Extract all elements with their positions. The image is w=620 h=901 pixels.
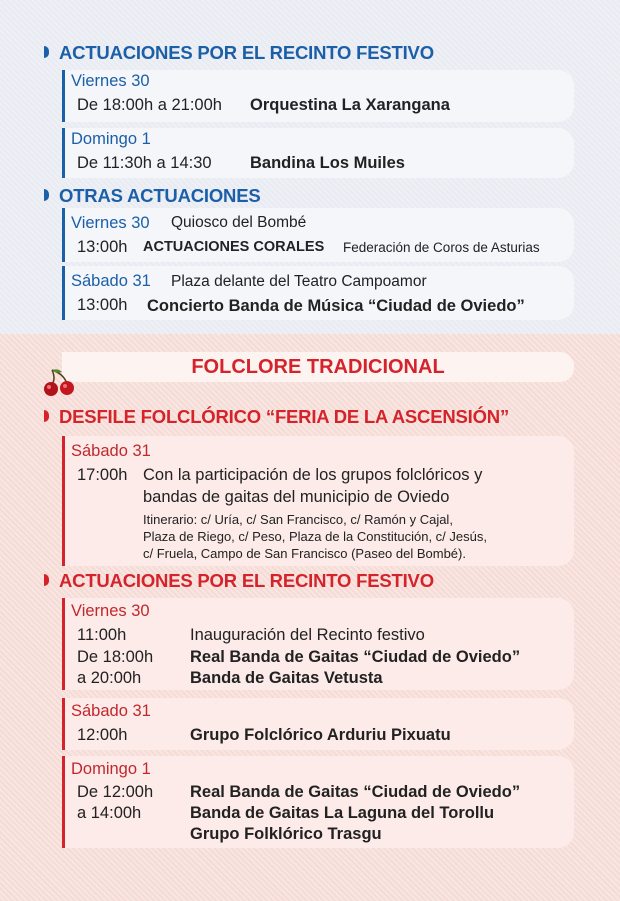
section-heading-recinto-festivo-2: ACTUACIONES POR EL RECINTO FESTIVO	[44, 570, 434, 592]
desfile-box	[62, 436, 574, 566]
desfile-line1: Con la participación de los grupos folclóricos y	[143, 466, 483, 484]
event-act: Inauguración del Recinto festivo	[190, 626, 425, 644]
event-day: Sábado 31	[71, 442, 151, 460]
itinerary-line1: Itinerario: c/ Uría, c/ San Francisco, c/ Ramón y Cajal,	[143, 512, 453, 527]
bullet-icon	[44, 410, 49, 422]
event-time: a 14:00h	[77, 804, 142, 822]
event-act: Concierto Banda de Música “Ciudad de Oviedo”	[147, 297, 525, 315]
event-box	[62, 208, 574, 262]
desfile-line2: bandas de gaitas del municipio de Oviedo	[143, 488, 450, 506]
event-act: ACTUACIONES CORALES	[143, 239, 325, 255]
event-act: Real Banda de Gaitas “Ciudad de Oviedo”	[190, 648, 521, 666]
event-box	[62, 70, 574, 122]
itinerary-line3: c/ Fruela, Campo de San Francisco (Paseo del Bombé).	[143, 546, 466, 561]
event-box	[62, 266, 574, 320]
event-time: 17:00h	[77, 466, 128, 484]
event-time: De 12:00h	[77, 783, 154, 801]
event-day: Viernes 30	[71, 72, 150, 90]
event-box	[62, 698, 574, 750]
event-box	[62, 598, 574, 690]
itinerary-line2: Plaza de Riego, c/ Peso, Plaza de la Constitución, c/ Jesús,	[143, 529, 487, 544]
event-time: De 18:00h	[77, 648, 154, 666]
event-time: 13:00h	[77, 238, 128, 256]
event-act: Grupo Folklórico Trasgu	[190, 825, 382, 843]
event-time: De 18:00h a 21:00h	[77, 96, 222, 114]
event-time: 12:00h	[77, 726, 128, 744]
event-place: Plaza delante del Teatro Campoamor	[171, 273, 427, 290]
event-act: Grupo Folclórico Arduriu Pixuatu	[190, 726, 451, 744]
bullet-icon	[44, 574, 49, 586]
event-day: Domingo 1	[71, 760, 151, 778]
section-heading-desfile: DESFILE FOLCLÓRICO “FERIA DE LA ASCENSIÓN”	[44, 406, 509, 428]
event-day: Viernes 30	[71, 602, 150, 620]
event-day: Sábado 31	[71, 272, 151, 290]
event-act: Banda de Gaitas Vetusta	[190, 669, 383, 687]
cherry-icon	[40, 368, 80, 398]
event-detail: Federación de Coros de Asturias	[343, 240, 540, 255]
event-day: Domingo 1	[71, 130, 151, 148]
event-day: Sábado 31	[71, 702, 151, 720]
event-act: Real Banda de Gaitas “Ciudad de Oviedo”	[190, 783, 521, 801]
bullet-icon	[44, 189, 49, 201]
event-box	[62, 756, 574, 848]
event-time: 11:00h	[77, 626, 127, 644]
event-time: a 20:00h	[77, 669, 142, 687]
folclore-banner: FOLCLORE TRADICIONAL	[62, 352, 574, 382]
event-day: Viernes 30	[71, 214, 150, 232]
section-heading-otras-actuaciones: OTRAS ACTUACIONES	[44, 185, 260, 207]
event-box	[62, 128, 574, 178]
section-heading-recinto-festivo: ACTUACIONES POR EL RECINTO FESTIVO	[44, 42, 434, 64]
event-act: Bandina Los Muiles	[250, 154, 405, 172]
event-place: Quiosco del Bombé	[171, 214, 307, 231]
event-act: Orquestina La Xarangana	[250, 96, 450, 114]
bullet-icon	[44, 46, 49, 58]
event-time: 13:00h	[77, 296, 128, 314]
event-act: Banda de Gaitas La Laguna del Torollu	[190, 804, 495, 822]
event-time: De 11:30h a 14:30	[77, 154, 212, 172]
